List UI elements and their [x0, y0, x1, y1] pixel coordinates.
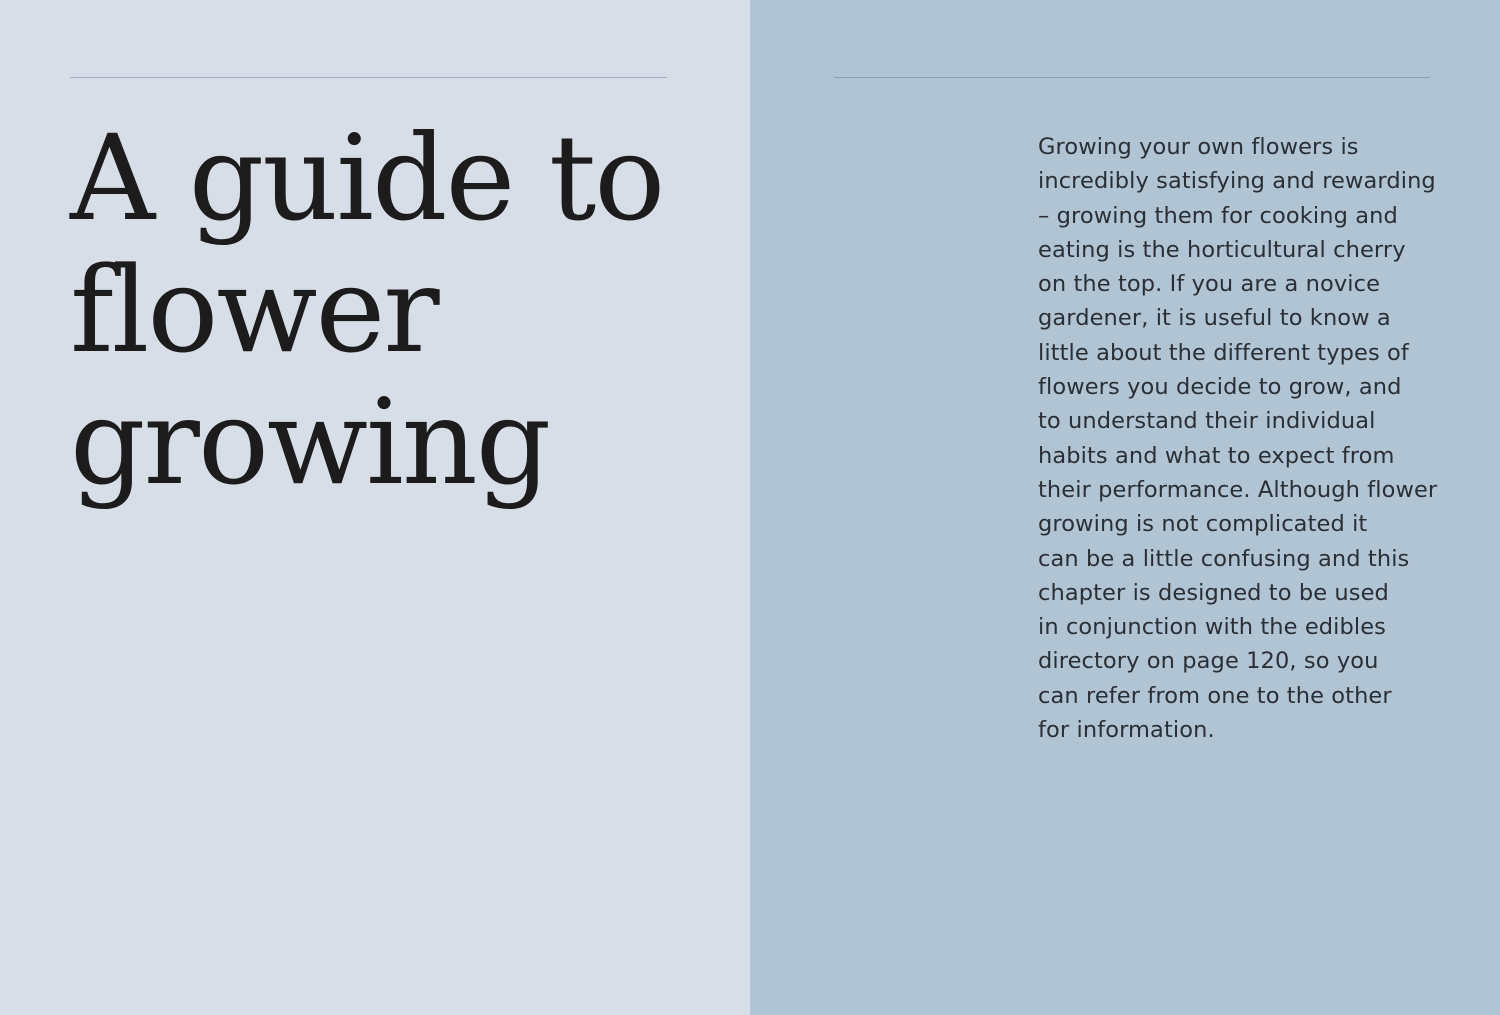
- intro-line: little about the different types of: [1038, 339, 1409, 366]
- top-rule-right: [834, 77, 1430, 78]
- chapter-title-line: flower: [70, 241, 438, 379]
- right-page: [750, 0, 1500, 1015]
- intro-line: gardener, it is useful to know a: [1038, 305, 1391, 332]
- intro-line: in conjunction with the edibles: [1038, 614, 1386, 641]
- intro-line: for information.: [1038, 717, 1215, 744]
- intro-line: flowers you decide to grow, and: [1038, 374, 1402, 401]
- chapter-title: [70, 109, 664, 511]
- chapter-title-line: growing: [70, 373, 550, 511]
- intro-line: Growing your own flowers is: [1038, 134, 1359, 160]
- chapter-title-line: A guide to: [70, 109, 664, 247]
- intro-line: their performance. Although flower: [1038, 476, 1438, 503]
- top-rule-left: [70, 77, 667, 78]
- intro-line: habits and what to expect from: [1038, 442, 1395, 469]
- intro-paragraph: [1038, 130, 1438, 747]
- intro-line: chapter is designed to be used: [1038, 579, 1389, 606]
- intro-line: on the top. If you are a novice: [1038, 271, 1381, 298]
- intro-line: – growing them for cooking and: [1038, 202, 1398, 229]
- intro-line: eating is the horticultural cherry: [1038, 236, 1406, 263]
- intro-line: growing is not complicated it: [1038, 511, 1368, 538]
- intro-line: can be a little confusing and this: [1038, 545, 1410, 572]
- intro-line: incredibly satisfying and rewarding: [1038, 168, 1436, 195]
- intro-line: directory on page 120, so you: [1038, 648, 1379, 675]
- intro-line: can refer from one to the other: [1038, 682, 1392, 709]
- intro-line: to understand their individual: [1038, 408, 1376, 435]
